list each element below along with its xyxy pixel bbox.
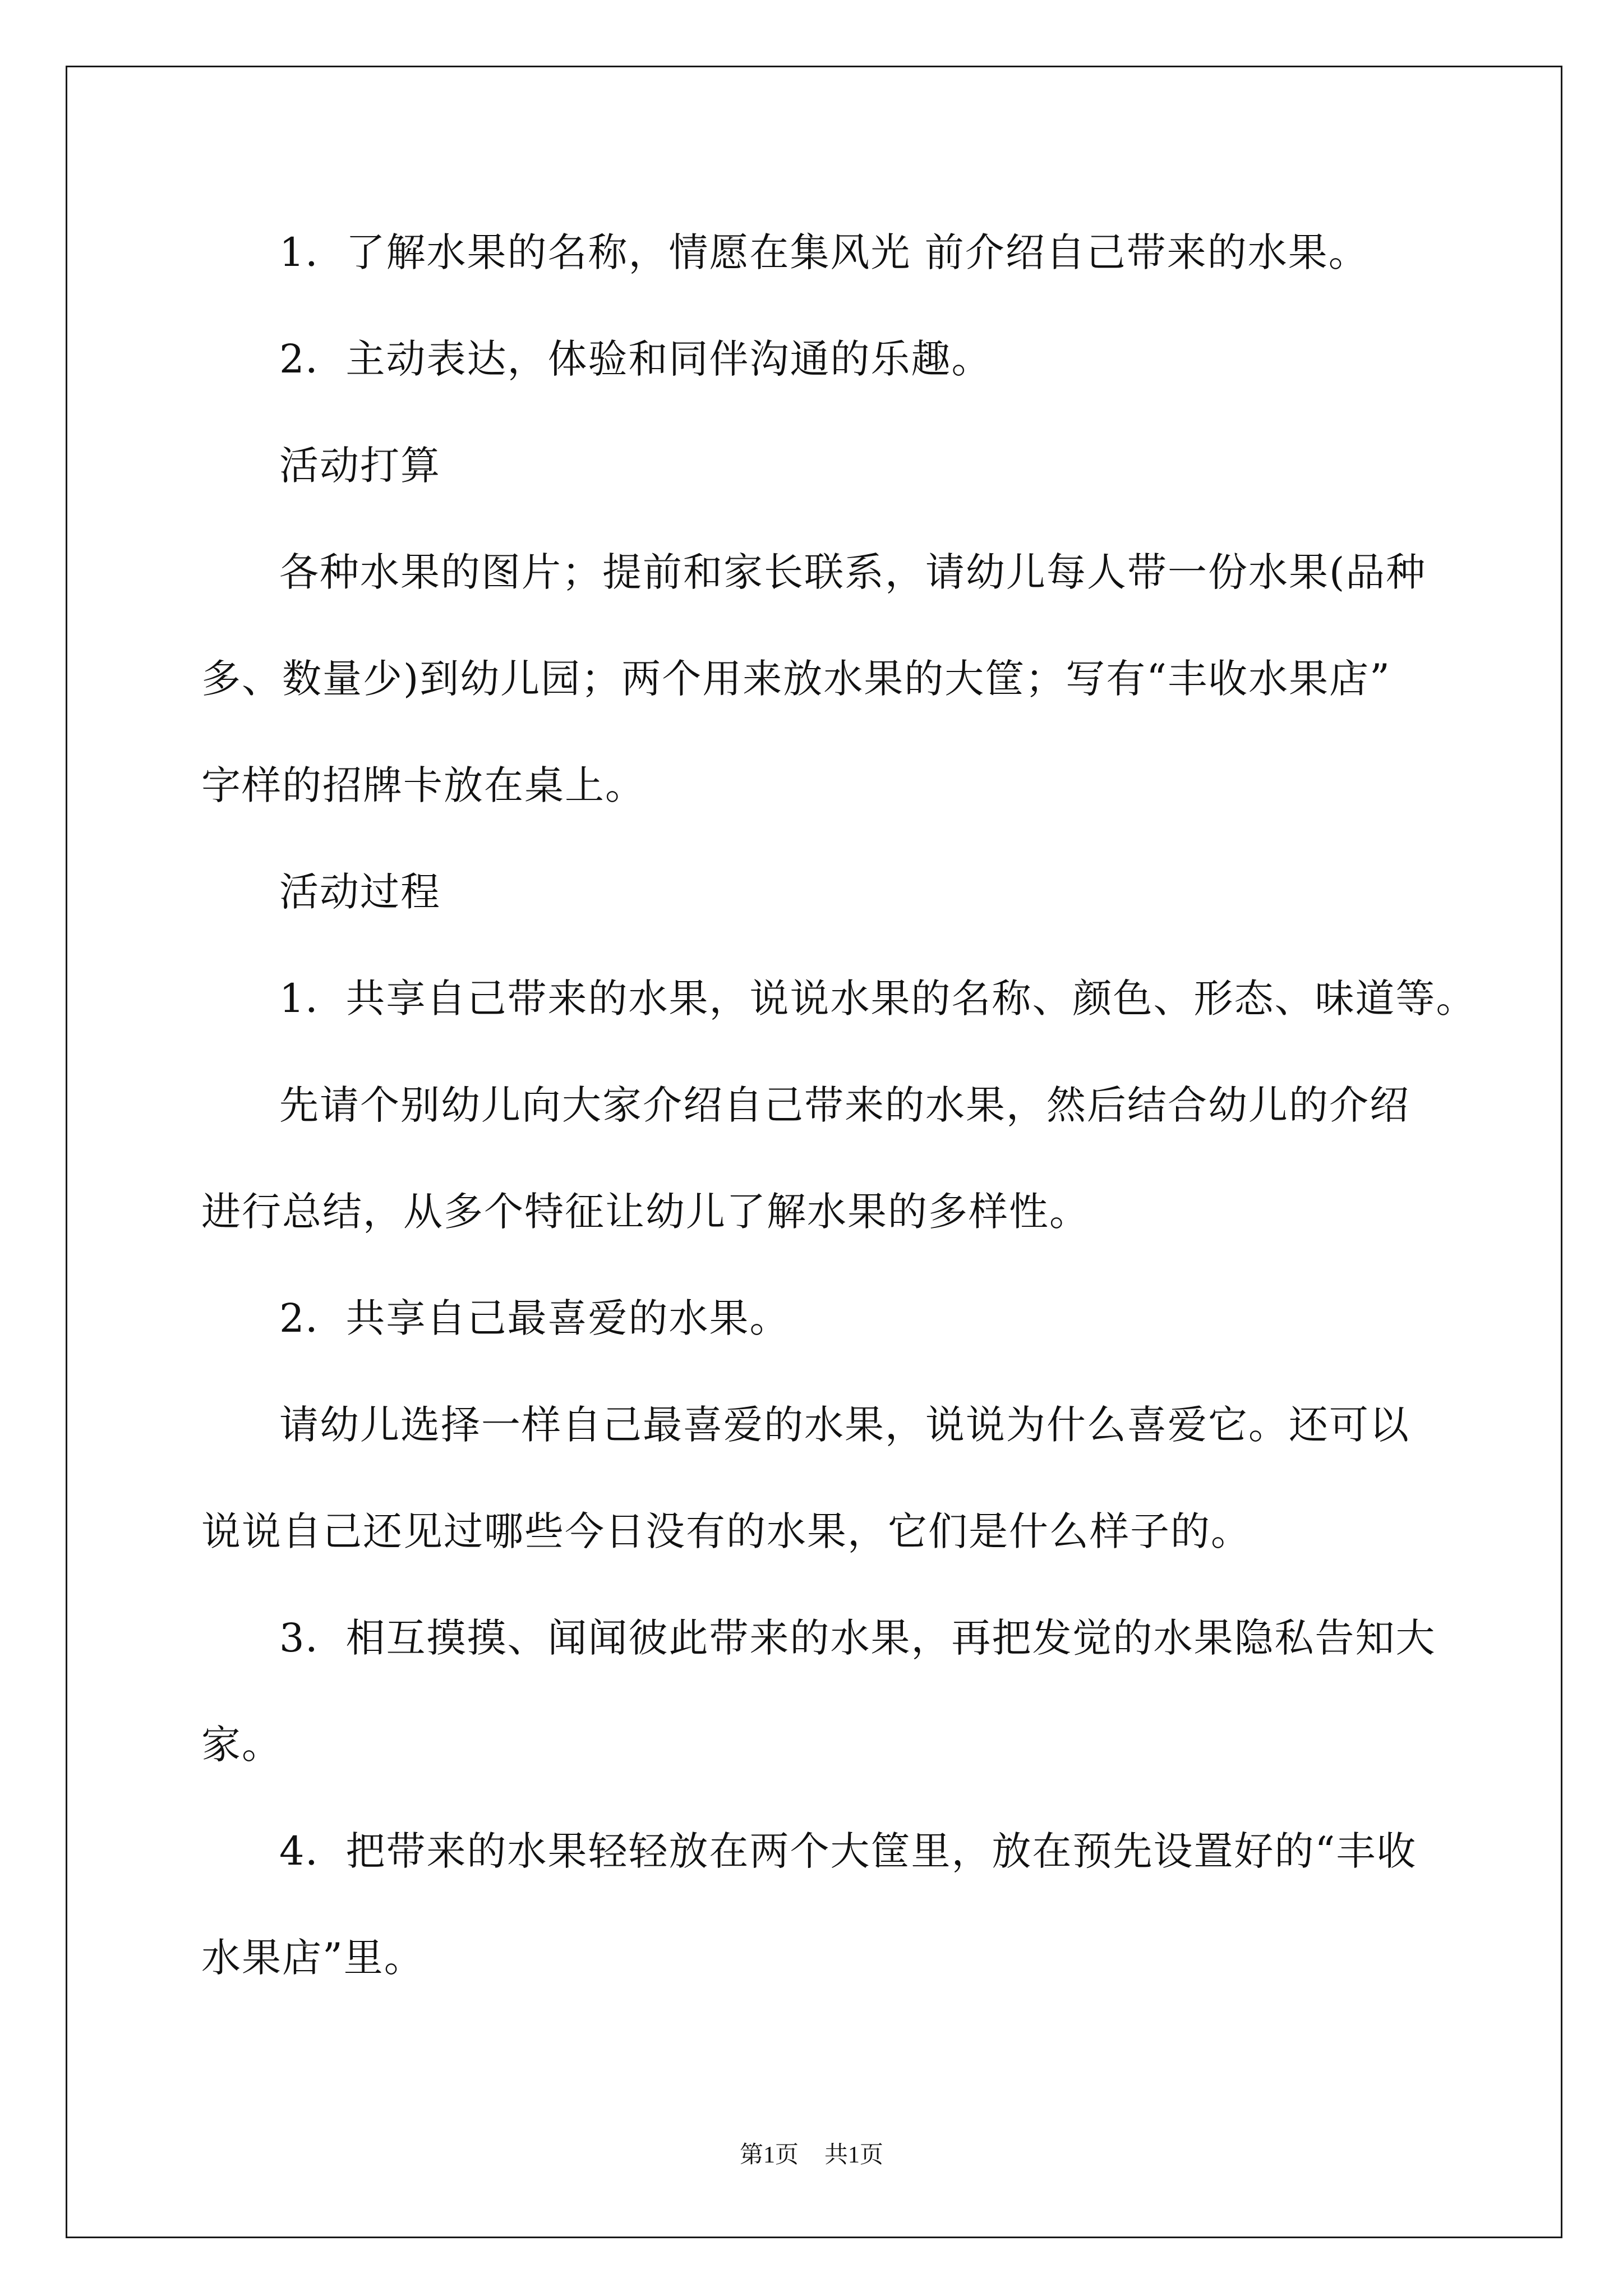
paragraph-line: 请幼儿选择一样自己最喜爱的水果，说说为什么喜爱它。还可以	[279, 1402, 1410, 1448]
document-body	[201, 199, 1508, 2011]
paragraph-line: 2．共享自己最喜爱的水果。	[279, 1295, 790, 1341]
process-step-3	[201, 1585, 1508, 1798]
section-heading-preparation	[201, 412, 1508, 519]
preparation-paragraph	[201, 519, 1508, 839]
page-footer	[0, 2138, 1623, 2172]
paragraph-line: 4．把带来的水果轻轻放在两个大筐里，放在预先设置好的“丰收	[279, 1828, 1417, 1874]
page-total: 共1页	[824, 2142, 884, 2168]
objective-item-1	[201, 199, 1508, 306]
section-heading: 活动过程	[279, 869, 441, 915]
section-heading: 活动打算	[279, 443, 441, 489]
paragraph-line: 家。	[201, 1722, 282, 1768]
paragraph-line: 多、数量少)到幼儿园；两个用来放水果的大筐；写有“丰收水果店”	[201, 656, 1391, 702]
process-step-1-detail	[201, 1052, 1508, 1265]
process-step-1	[201, 945, 1508, 1052]
paragraph-line: 说说自己还见过哪些今日没有的水果，它们是什么样子的。	[201, 1508, 1251, 1554]
objective-item-2	[201, 306, 1508, 412]
process-step-2-detail	[201, 1372, 1508, 1585]
paragraph-line: 先请个别幼儿向大家介绍自己带来的水果，然后结合幼儿的介绍	[279, 1082, 1410, 1128]
paragraph-line: 2．主动表达，体验和同伴沟通的乐趣。	[279, 336, 992, 382]
paragraph-line: 1．共享自己带来的水果，说说水果的名称、颜色、形态、味道等。	[279, 976, 1477, 1022]
paragraph-line: 水果店”里。	[201, 1935, 425, 1981]
paragraph-line: 各种水果的图片；提前和家长联系，请幼儿每人带一份水果(品种	[279, 549, 1427, 595]
section-heading-process	[201, 839, 1508, 945]
process-step-4	[201, 1798, 1508, 2011]
page-number: 第1页	[739, 2142, 799, 2168]
paragraph-line: 3．相互摸摸、闻闻彼此带来的水果，再把发觉的水果隐私告知大	[279, 1615, 1436, 1661]
paragraph-line: 1．了解水果的名称，情愿在集风光 前介绍自己带来的水果。	[279, 229, 1369, 275]
paragraph-line: 进行总结，从多个特征让幼儿了解水果的多样性。	[201, 1189, 1090, 1235]
process-step-2	[201, 1265, 1508, 1372]
paragraph-line: 字样的招牌卡放在桌上。	[201, 762, 645, 808]
